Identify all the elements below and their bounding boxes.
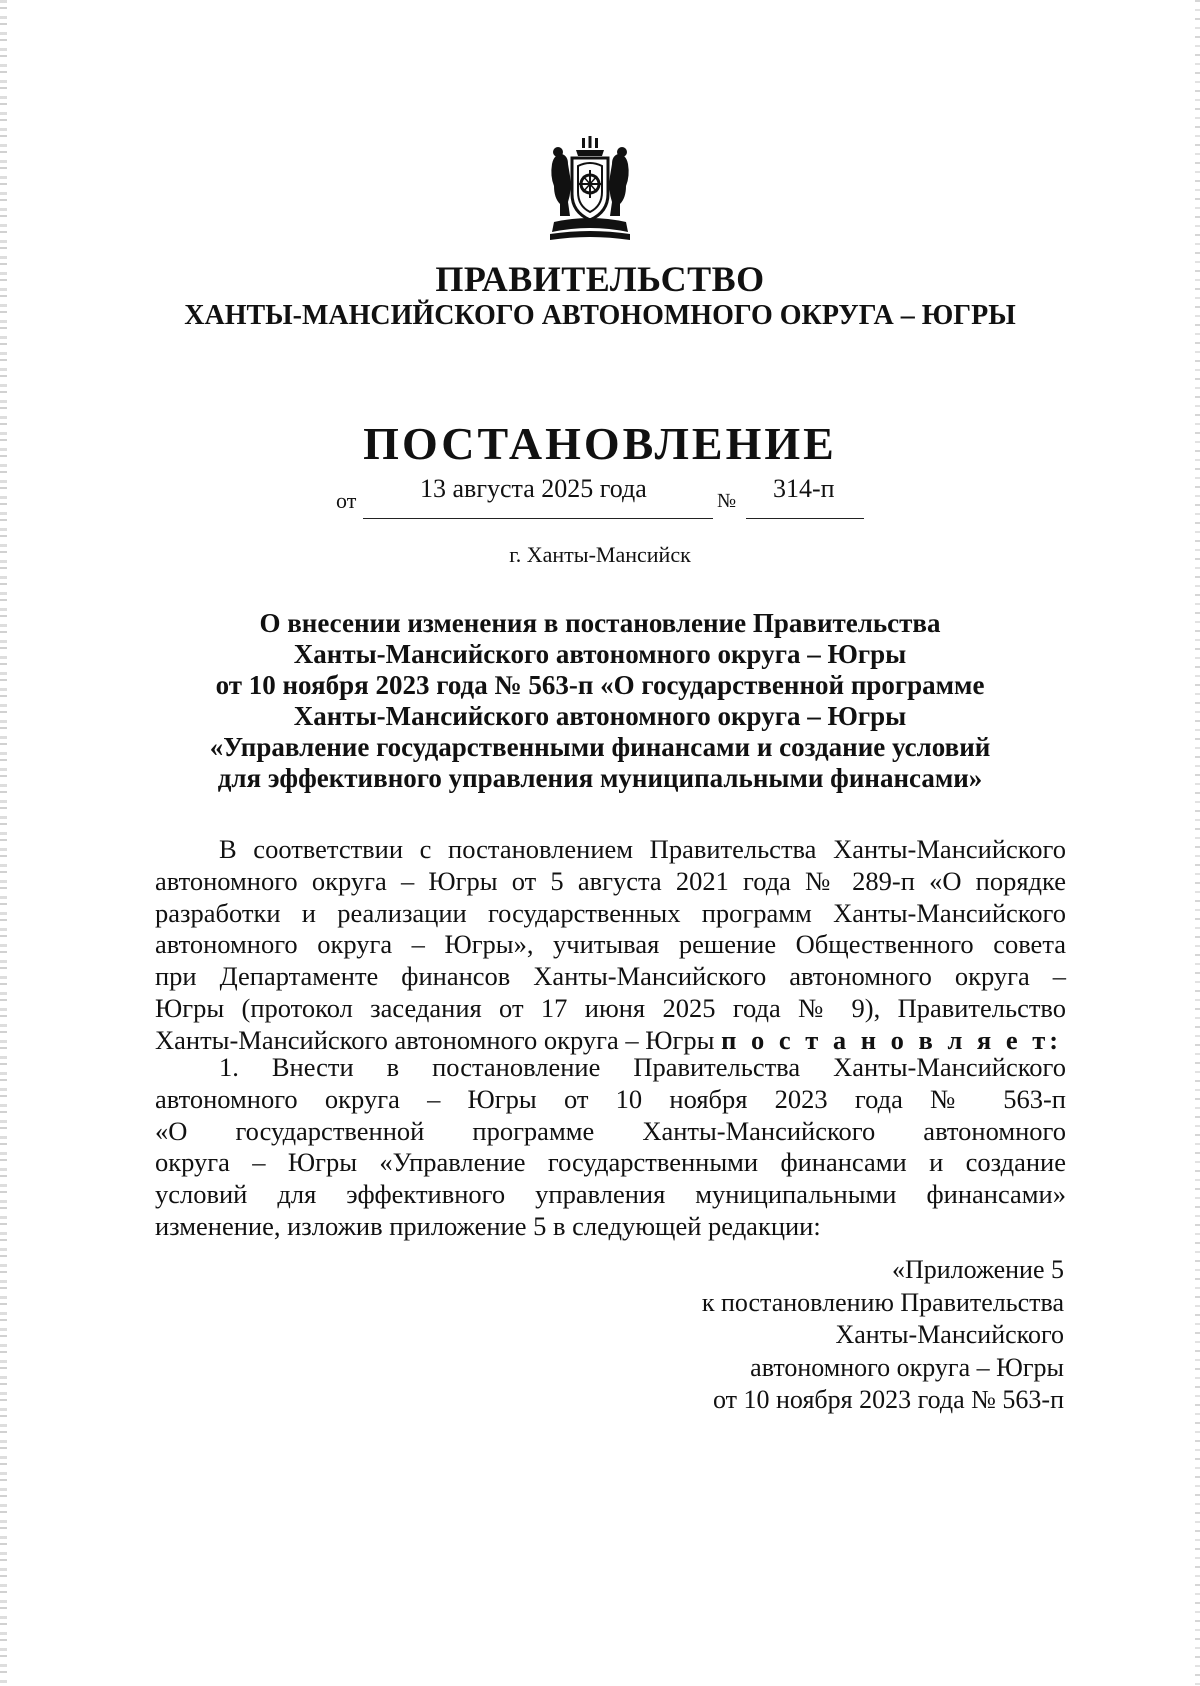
title-line: О внесении изменения в постановление Правительства <box>259 608 941 638</box>
city: г. Ханты-Мансийск <box>509 542 691 567</box>
appendix-line: к постановлению Правительства <box>701 1287 1064 1317</box>
paragraph-line: изменение, изложив приложение 5 в следующей редакции: <box>155 1210 821 1241</box>
scan-edge-left <box>0 0 7 1686</box>
preamble-paragraph <box>155 834 1066 1057</box>
title-line: Ханты-Мансийского автономного округа – Югры <box>293 701 907 731</box>
appendix-line: Ханты-Мансийского <box>835 1320 1064 1349</box>
paragraph-line: автономного округа – Югры от 5 августа 2021 года № 289-п «О порядке <box>155 865 1066 896</box>
government-title: ПРАВИТЕЛЬСТВО <box>435 259 765 299</box>
document-type: ПОСТАНОВЛЕНИЕ <box>363 418 837 469</box>
coat-of-arms-icon <box>548 136 632 242</box>
paragraph-line: автономного округа – Югры от 10 ноября 2023 года № 563-п <box>155 1083 1066 1114</box>
from-label: от <box>336 488 357 513</box>
paragraph-line: округа – Югры «Управление государственными финансами и создание <box>155 1147 1066 1178</box>
title-line: Ханты-Мансийского автономного округа – Югры <box>293 639 907 669</box>
paragraph-line: автономного округа – Югры», учитывая решение Общественного совета <box>155 929 1066 960</box>
scan-edge-right <box>1195 0 1200 1686</box>
number-label: № <box>717 490 737 512</box>
paragraph-line: «О государственной программе Ханты-Мансийского автономного <box>155 1115 1066 1146</box>
document-title <box>0 608 1200 794</box>
resolves-word: п о с т а н о в л я е т: <box>721 1024 1063 1055</box>
title-line: для эффективного управления муниципальными финансами» <box>217 763 983 793</box>
appendix-line: «Приложение 5 <box>891 1255 1064 1284</box>
paragraph-line: при Департаменте финансов Ханты-Мансийского автономного округа – <box>155 961 1066 992</box>
paragraph-line: условий для эффективного управления муниципальными финансами» <box>155 1179 1066 1210</box>
document-date: 13 августа 2025 года <box>420 474 647 503</box>
paragraph-line: Югры (протокол заседания от 17 июня 2025 года № 9), Правительство <box>155 992 1066 1023</box>
appendix-reference <box>544 1254 1064 1417</box>
region-title: ХАНТЫ-МАНСИЙСКОГО АВТОНОМНОГО ОКРУГА – ЮГРЫ <box>184 300 1016 331</box>
paragraph-line-text: Ханты-Мансийского автономного округа – Югры <box>155 1024 715 1055</box>
appendix-line: от 10 ноября 2023 года № 563-п <box>713 1385 1064 1414</box>
paragraph-line: 1. Внести в постановление Правительства Ханты-Мансийского <box>219 1052 1066 1082</box>
appendix-line: автономного округа – Югры <box>750 1352 1064 1382</box>
title-line: от 10 ноября 2023 года № 563-п «О государственной программе <box>215 670 985 700</box>
paragraph-line: разработки и реализации государственных программ Ханты-Мансийского <box>155 897 1066 928</box>
paragraph-line: В соответствии с постановлением Правительства Ханты-Мансийского <box>219 834 1066 864</box>
item-1-paragraph <box>155 1052 1066 1243</box>
title-line: «Управление государственными финансами и создание условий <box>209 732 991 762</box>
number-underline <box>746 518 864 519</box>
date-underline <box>363 518 713 519</box>
document-number: 314-п <box>773 474 835 503</box>
